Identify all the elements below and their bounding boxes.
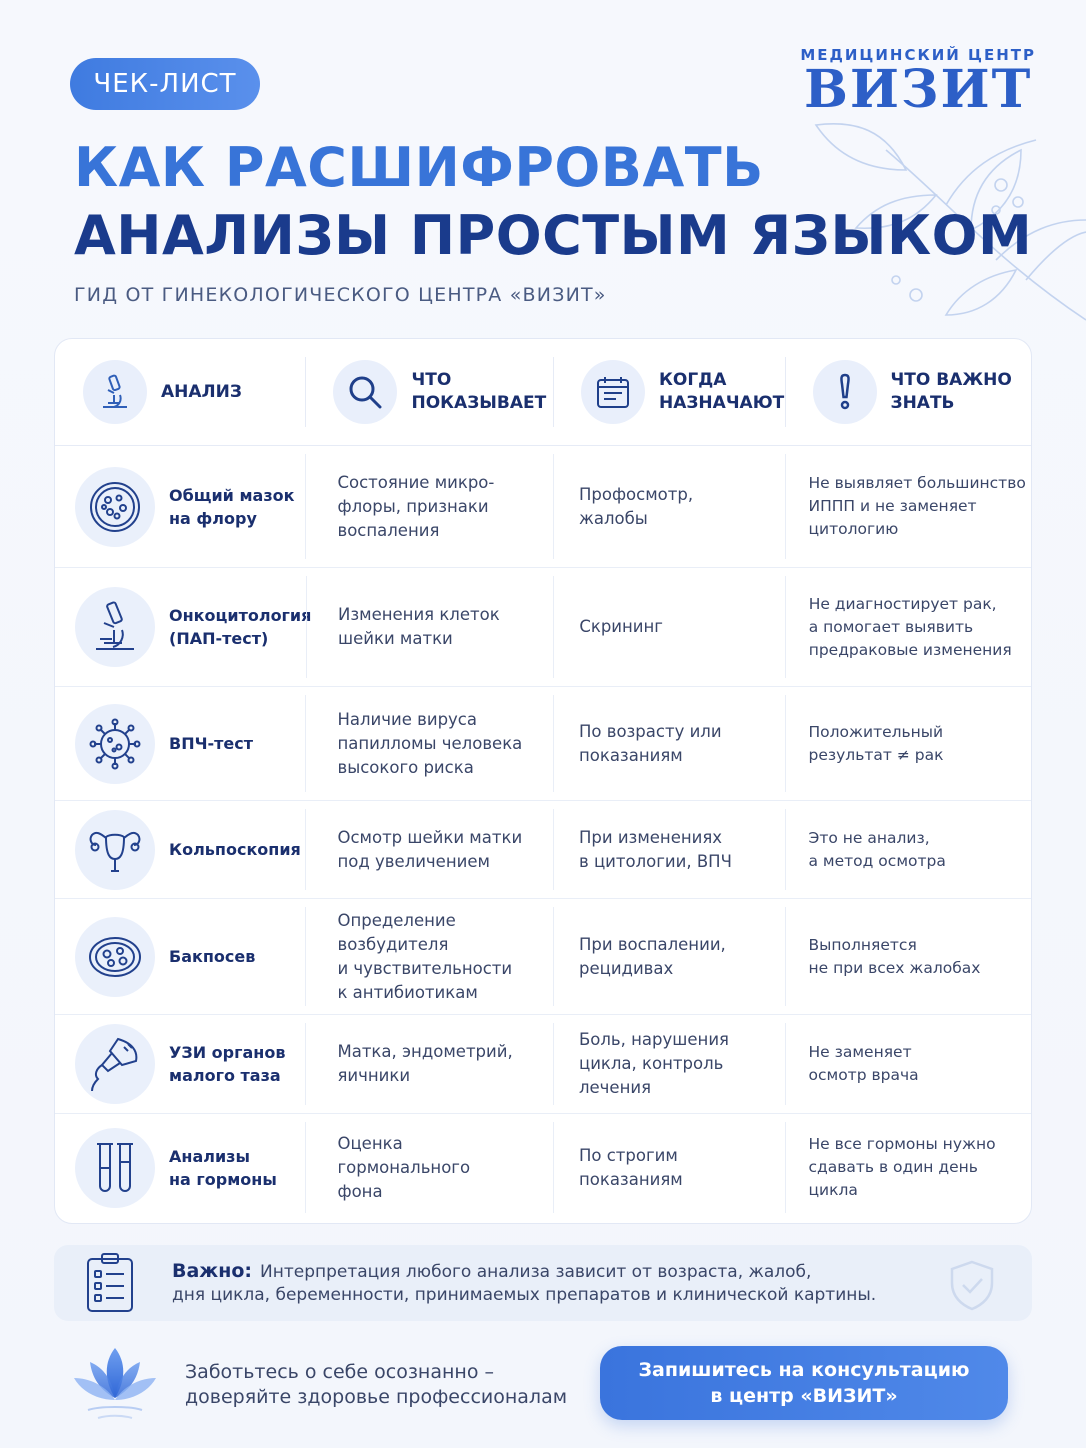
exclamation-icon [813, 360, 877, 424]
table-row [55, 687, 1031, 801]
analysis-name: Бакпосев [169, 947, 256, 966]
note-line1: Интерпретация любого анализа зависит от возраста, жалоб, [260, 1261, 812, 1282]
important-cell: Не заменяет осмотр врача [785, 1015, 1031, 1113]
virus-icon [75, 704, 155, 784]
shows-cell: Определение возбудителя и чувствительности к антибиотикам [305, 899, 553, 1014]
test-tubes-icon [75, 1128, 155, 1208]
page-title-line2: АНАЛИЗЫ ПРОСТЫМ ЯЗЫКОМ [74, 204, 1033, 267]
brand-logo [800, 46, 1036, 120]
analysis-name: Анализы на гормоны [169, 1146, 277, 1189]
shows-cell: Изменения клеток шейки матки [306, 568, 553, 686]
table-row [55, 899, 1031, 1015]
when-cell: По возрасту или показаниям [553, 687, 785, 800]
column-header-analysis [55, 339, 305, 445]
ultrasound-probe-icon [75, 1024, 155, 1104]
microscope-icon [83, 360, 147, 424]
lotus-logo-icon [70, 1340, 160, 1425]
analysis-cell [55, 687, 305, 800]
book-consultation-button[interactable]: Запишитесь на консультацию в центр «ВИЗИТ» [600, 1346, 1008, 1420]
page-subtitle: ГИД ОТ ГИНЕКОЛОГИЧЕСКОГО ЦЕНТРА «ВИЗИТ» [74, 284, 607, 306]
when-cell: При изменениях в цитологии, ВПЧ [553, 801, 785, 898]
analysis-cell [55, 1114, 305, 1221]
important-cell: Не выявляет большинство ИППП и не заменяет цитологию [785, 446, 1031, 567]
column-header-when [553, 339, 785, 445]
analysis-cell [55, 899, 305, 1014]
column-header-shows [305, 339, 552, 445]
important-cell: Не диагностирует рак, а помогает выявить предраковые изменения [785, 568, 1031, 686]
shows-cell: Наличие вируса папилломы человека высокого риска [305, 687, 553, 800]
column-label: ЧТО ВАЖНО ЗНАТЬ [890, 370, 1012, 413]
uterus-icon [75, 810, 155, 890]
when-cell: Профосмотр, жалобы [553, 446, 785, 567]
table-row [55, 801, 1031, 899]
important-cell: Выполняется не при всех жалобах [785, 899, 1031, 1014]
shows-cell: Осмотр шейки матки под увеличением [305, 801, 553, 898]
important-cell: Не все гормоны нужно сдавать в один день цикла [785, 1114, 1031, 1221]
analysis-cell [55, 568, 312, 686]
analysis-cell [55, 801, 305, 898]
checklist-badge: ЧЕК-ЛИСТ [70, 58, 260, 110]
shows-cell: Матка, эндометрий, яичники [305, 1015, 553, 1113]
shows-cell: Оценка гормонального фона [305, 1114, 553, 1221]
brand-subtitle: МЕДИЦИНСКИЙ ЦЕНТР [800, 46, 1036, 64]
analysis-name: ВПЧ-тест [169, 734, 254, 753]
important-note [54, 1245, 1032, 1321]
analysis-cell [55, 1015, 305, 1113]
column-label: КОГДА НАЗНАЧАЮТ [658, 370, 785, 413]
table-row [55, 1114, 1031, 1221]
column-label: АНАЛИЗ [161, 381, 242, 402]
analysis-cell [55, 446, 305, 567]
important-cell: Положительный результат ≠ рак [785, 687, 1031, 800]
petri-dish-icon [75, 467, 155, 547]
table-header [55, 339, 1031, 446]
table-row [55, 446, 1031, 568]
note-text [172, 1260, 876, 1307]
analysis-name: Общий мазок на флору [169, 485, 295, 528]
brand-name: ВИЗИТ [803, 59, 1033, 120]
culture-dish-icon [75, 917, 155, 997]
shows-cell: Состояние микро- флоры, признаки воспаления [305, 446, 553, 567]
shield-check-icon [948, 1259, 996, 1311]
when-cell: Скрининг [553, 568, 784, 686]
table-row [55, 568, 1031, 687]
page-title-line1: КАК РАСШИФРОВАТЬ [74, 136, 764, 199]
analysis-name: Онкоцитология (ПАП-тест) [169, 606, 312, 648]
table-row [55, 1015, 1031, 1114]
analysis-name: УЗИ органов малого таза [169, 1043, 286, 1085]
note-label: Важно: [172, 1259, 252, 1282]
column-header-important [785, 339, 1032, 445]
magnifier-icon [333, 360, 397, 424]
when-cell: Боль, нарушения цикла, контроль лечения [553, 1015, 785, 1113]
clipboard-checklist-icon [82, 1251, 138, 1315]
calendar-icon [581, 360, 645, 424]
analyses-table [54, 338, 1032, 1224]
analysis-name: Кольпоскопия [169, 840, 301, 859]
column-label: ЧТО ПОКАЗЫВАЕТ [411, 370, 547, 413]
footer-slogan: Заботьтесь о себе осознанно – доверяйте здоровье профессионалам [185, 1361, 568, 1408]
important-cell: Это не анализ, а метод осмотра [785, 801, 1031, 898]
when-cell: По строгим показаниям [553, 1114, 785, 1221]
when-cell: При воспалении, рецидивах [553, 899, 785, 1014]
microscope-icon [75, 587, 155, 667]
note-line2: дня цикла, беременности, принимаемых препаратов и клинической картины. [172, 1284, 877, 1305]
